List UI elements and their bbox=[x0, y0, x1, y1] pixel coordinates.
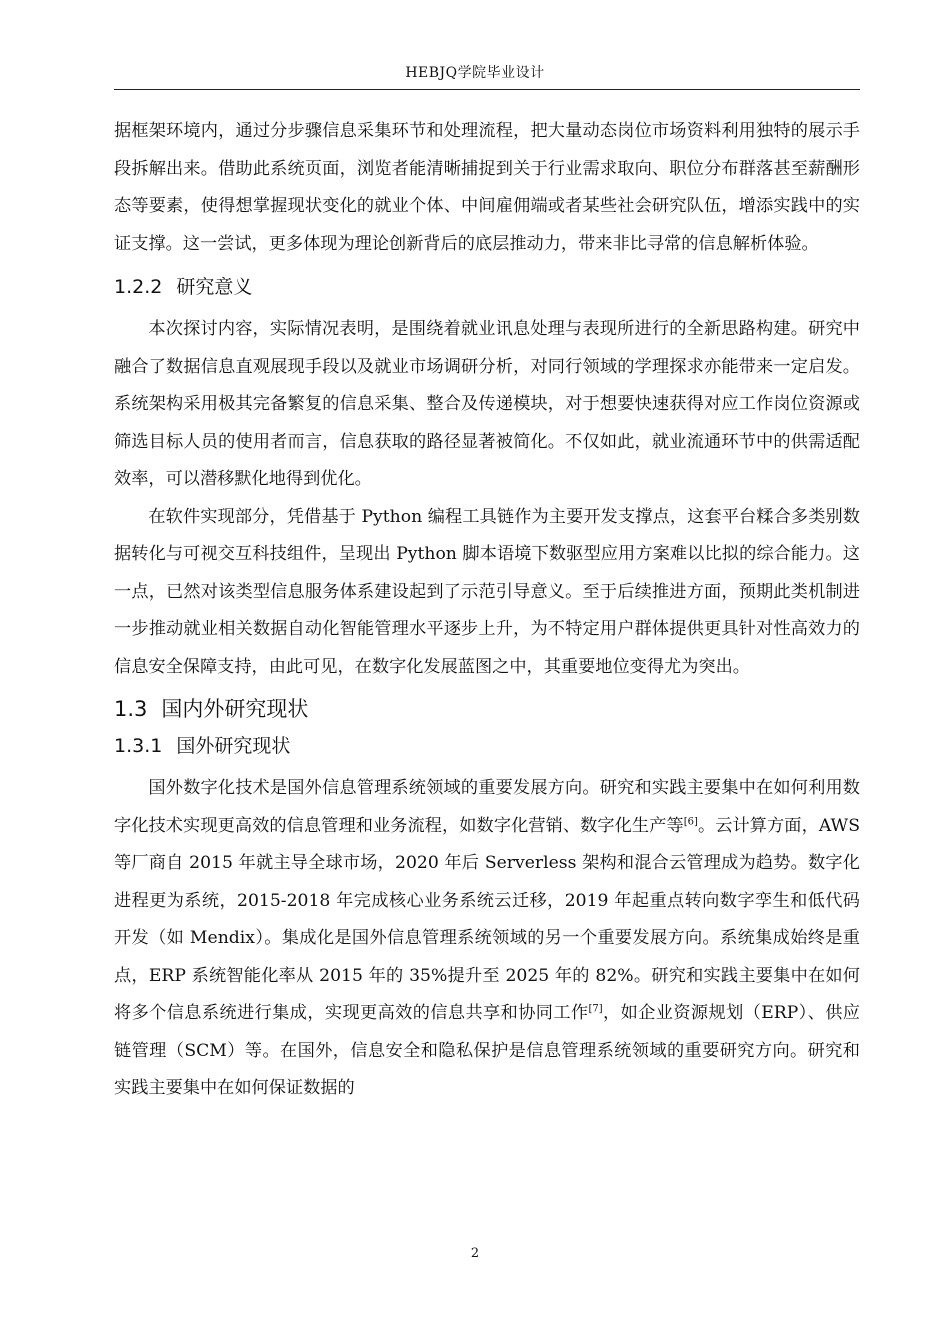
citation-ref: [6] bbox=[683, 815, 698, 827]
paragraph-text: ，如企业资源规划（ERP）、供应链管理（SCM）等。在国外，信息安全和隐私保护是信息管理系统领域的重要研究方向。研究和实践主要集中在如何保证数据的 bbox=[114, 1003, 860, 1098]
paragraph-significance-1: 本次探讨内容，实际情况表明，是围绕着就业讯息处理与表现所进行的全新思路构建。研究中融合了数据信息直观展现手段以及就业市场调研分析，对同行领域的学理探求亦能带来一定启发。系统架构采用极其完备繁复的信息采集、整合及传递模块，对于想要快速获得对应工作岗位资源或筛选目标人员的使用者而言，信息获取的路径显著被简化。不仅如此，就业流通环节中的供需适配效率，可以潜移默化地得到优化。 bbox=[114, 319, 860, 489]
paragraph-foreign-research bbox=[114, 770, 860, 1108]
page-body bbox=[114, 113, 860, 1108]
paragraph-text: 。云计算方面，AWS 等厂商自 2015 年就主导全球市场，2020 年后 Serverless 架构和混合云管理成为趋势。数字化进程更为系统，2015-2018 年完成核心业务系统云迁移，2019 年起重点转向数字孪生和低代码开发（如 Mendix）。集成化是国外信息管理系统领域的另一个重要发展方向。系统集成始终是重点，ERP 系统智能化率从 2015 年的 35%提升至 2025 年的 82%。研究和实践主要集中在如何将多个信息系统进行集成，实现更高效的信息共享和协同工作 bbox=[114, 815, 860, 1023]
header-divider bbox=[114, 89, 860, 90]
citation-ref: [7] bbox=[588, 1003, 603, 1015]
paragraph-text: 国外数字化技术是国外信息管理系统领域的重要发展方向。研究和实践主要集中在如何利用数字化技术实现更高效的信息管理和业务流程，如数字化营销、数字化生产等 bbox=[114, 778, 860, 836]
running-header: HEBJQ学院毕业设计 bbox=[405, 65, 545, 81]
section-title: 研究意义 bbox=[176, 276, 253, 298]
section-title: 国内外研究现状 bbox=[161, 697, 309, 721]
section-title: 国外研究现状 bbox=[176, 735, 291, 757]
section-number: 1.3 bbox=[114, 697, 148, 721]
section-heading-1-2-2 bbox=[114, 275, 860, 299]
section-number: 1.3.1 bbox=[114, 735, 163, 757]
page-number: 2 bbox=[470, 1246, 480, 1261]
section-heading-1-3-1 bbox=[114, 734, 860, 758]
section-number: 1.2.2 bbox=[114, 276, 163, 298]
paragraph-significance-2: 在软件实现部分，凭借基于 Python 编程工具链作为主要开发支撑点，这套平台糅合多类别数据转化与可视交互科技组件，呈现出 Python 脚本语境下数驱型应用方案难以比拟的综合能力。这一点，已然对该类型信息服务体系建设起到了示范引导意义。至于后续推进方面，预期此类机制进一步推动就业相关数据自动化智能管理水平逐步上升，为不特定用户群体提供更具针对性高效力的信息安全保障支持，由此可见，在数字化发展蓝图之中，其重要地位变得尤为突出。 bbox=[114, 506, 860, 677]
section-heading-1-3 bbox=[114, 696, 860, 722]
paragraph-continuation: 据框架环境内，通过分步骤信息采集环节和处理流程，把大量动态岗位市场资料利用独特的展示手段拆解出来。借助此系统页面，浏览者能清晰捕捉到关于行业需求取向、职位分布群落甚至薪酬形态等要素，使得想掌握现状变化的就业个体、中间雇佣端或者某些社会研究队伍，增添实践中的实证支撑。这一尝试，更多体现为理论创新背后的底层推动力，带来非比寻常的信息解析体验。 bbox=[114, 121, 860, 254]
